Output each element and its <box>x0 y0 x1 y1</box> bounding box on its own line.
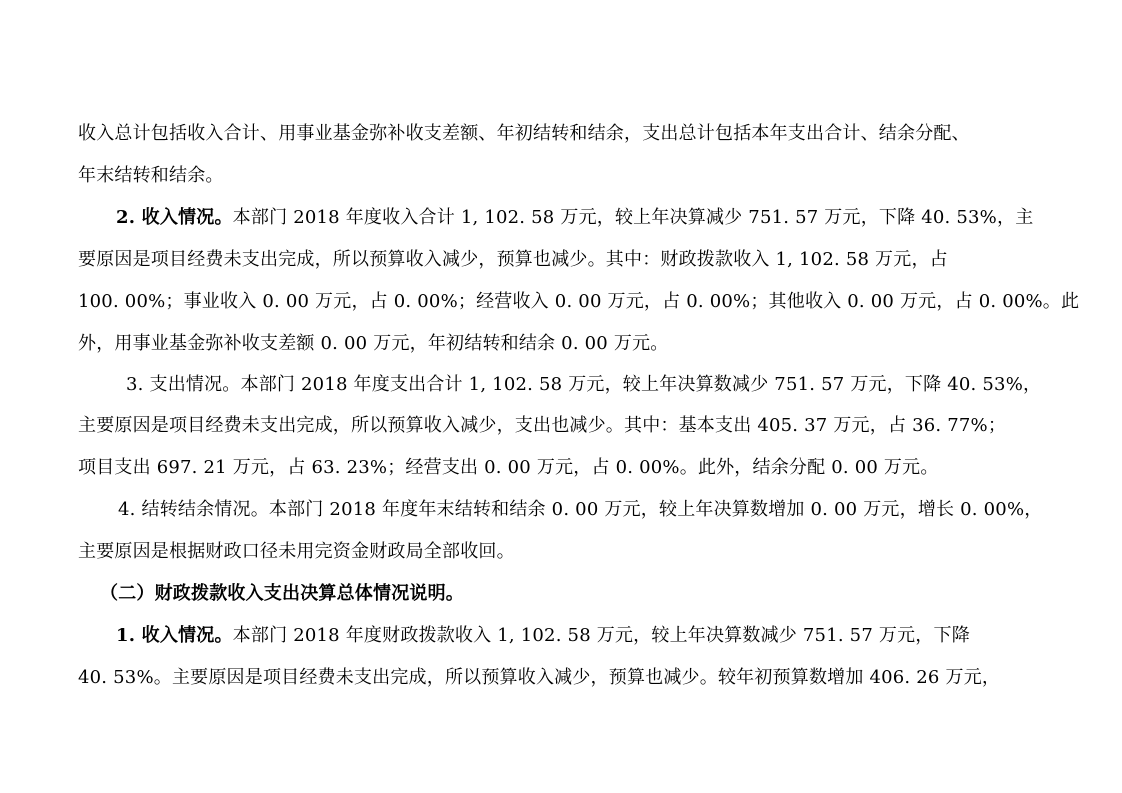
text-span: 本部门 2018 年度收入合计 1, 102. 58 万元，较上年决算减少 751. 57 万元，下降 40. 53%，主 <box>232 207 1034 228</box>
text-line: 年末结转和结余。 <box>78 165 224 186</box>
text-line: 主要原因是项目经费未支出完成，所以预算收入减少，支出也减少。其中：基本支出 405. 37 万元，占 36. 77%； <box>78 415 1007 436</box>
text-line <box>116 624 970 648</box>
text-line: 收入总计包括收入合计、用事业基金弥补收支差额、年初结转和结余，支出总计包括本年支出合计、结余分配、 <box>78 123 970 144</box>
text-line: 3. 支出情况。本部门 2018 年度支出合计 1, 102. 58 万元，较上年决算数减少 751. 57 万元，下降 40. 53%， <box>126 374 1042 395</box>
paragraph-heading: 1. 收入情况。 <box>116 625 233 646</box>
text-span: 本部门 2018 年度财政拨款收入 1, 102. 58 万元，较上年决算数减少 751. 57 万元，下降 <box>232 625 970 646</box>
text-line <box>116 206 1033 230</box>
text-line: 要原因是项目经费未支出完成，所以预算收入减少，预算也减少。其中：财政拨款收入 1, 102. 58 万元，占 <box>78 249 948 270</box>
text-line: 40. 53%。主要原因是项目经费未支出完成，所以预算收入减少，预算也减少。较年初预算数增加 406. 26 万元， <box>78 667 1001 688</box>
text-line: 主要原因是根据财政口径未用完资金财政局全部收回。 <box>78 541 515 562</box>
text-line: 外，用事业基金弥补收支差额 0. 00 万元，年初结转和结余 0. 00 万元。 <box>78 333 669 354</box>
text-line: 4. 结转结余情况。本部门 2018 年度年末结转和结余 0. 00 万元，较上年决算数增加 0. 00 万元，增长 0. 00%， <box>118 499 1043 520</box>
section-heading: （二）财政拨款收入支出决算总体情况说明。 <box>100 583 464 604</box>
text-line: 100. 00%；事业收入 0. 00 万元，占 0. 00%；经营收入 0. 00 万元，占 0. 00%；其他收入 0. 00 万元，占 0. 00%。此 <box>78 291 1080 312</box>
paragraph-heading: 2. 收入情况。 <box>116 207 233 228</box>
text-line: 项目支出 697. 21 万元，占 63. 23%；经营支出 0. 00 万元，占 0. 00%。此外，结余分配 0. 00 万元。 <box>78 457 939 478</box>
